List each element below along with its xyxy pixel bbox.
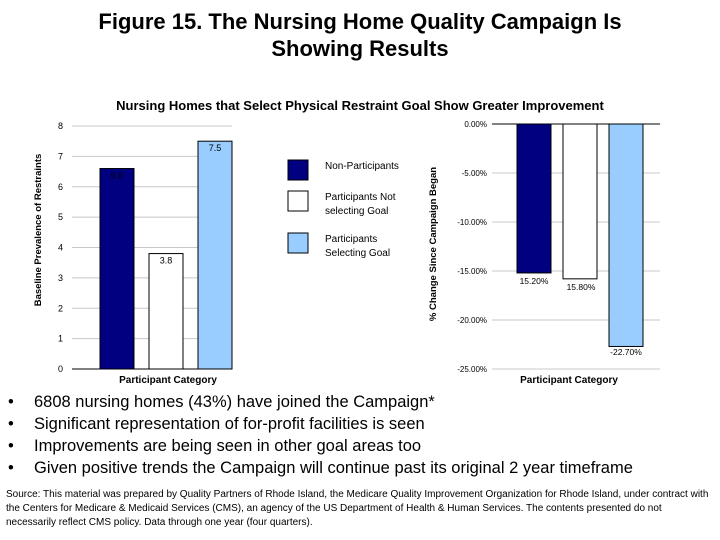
right-data-label: -22.70% [610,347,642,357]
source-note: Source: This material was prepared by Quality Partners of Rhode Island, the Medicare Quality Improvement Organization for Rhode Island, under contract with the Centers for Medicare & Medicaid Services (CMS), an agency of the US Department of Health & Human Services. The contents presented do not necessarily reflect CMS policy. Data through one year (four quarters). [6,489,709,528]
left-y-axis-label: Baseline Prevalence of Restraints [33,153,44,307]
bullet-text: Improvements are being seen in other goal areas too [34,437,422,455]
left-data-label: 7.5 [208,143,222,154]
bullet-dot: • [8,437,14,455]
right-y-tick-label: -5.00% [461,169,487,178]
legend-swatch [288,191,308,211]
right-bar [563,124,597,279]
left-y-tick-label: 8 [58,121,64,131]
bullet-text: Significant representation of for-profit facilities is seen [34,415,425,433]
bullet-text: 6808 nursing homes (43%) have joined the Campaign* [34,393,435,411]
left-data-label: 6.6 [110,170,124,181]
right-y-tick-label: -25.00% [457,365,487,374]
bullet-item [8,413,718,435]
left-y-tick-label: 4 [58,242,64,253]
figure-title-line-1: Figure 15. The Nursing Home Quality Campaign Is [98,9,622,34]
left-y-tick-label: 7 [58,151,64,162]
right-y-tick-label: -10.00% [457,218,487,227]
left-bar [100,169,134,369]
left-y-tick-label: 3 [58,272,64,283]
left-bar [149,254,183,369]
bullet-list [8,391,718,479]
right-bar [517,124,551,273]
left-y-tick-label: 0 [58,364,64,374]
right-y-axis-label: % Change Since Campaign Began [428,166,439,322]
bullet-dot: • [8,415,14,433]
legend-label: Selecting Goal [325,248,391,259]
chart-subtitle: Nursing Homes that Select Physical Restraint Goal Show Greater Improvement [116,98,604,113]
figure-title-line-2: Showing Results [271,36,449,61]
legend-label: Non-Participants [325,161,399,172]
right-x-axis-label: Participant Category [520,375,618,386]
bullet-dot: • [8,393,14,411]
right-data-label: 15.20% [519,276,549,286]
legend-label: Participants Not [325,192,396,203]
left-y-tick-label: 6 [58,181,64,192]
legend-swatch [288,160,308,180]
left-data-label: 3.8 [159,255,173,266]
bullet-item [8,391,718,413]
right-y-tick-label: 0.00% [464,120,487,129]
bullet-text: Given positive trends the Campaign will continue past its original 2 year timeframe [34,459,633,477]
right-data-label: 15.80% [566,282,596,292]
left-y-tick-label: 2 [58,303,64,314]
legend-label: selecting Goal [325,206,389,217]
right-y-tick-label: -20.00% [457,316,487,325]
left-y-tick-label: 1 [58,333,64,344]
right-bar [609,124,643,346]
left-y-tick-label: 5 [58,212,64,223]
bullet-dot: • [8,459,14,477]
bullet-item [8,435,718,457]
right-y-tick-label: -15.00% [457,267,487,276]
left-bar [198,141,232,369]
legend-label: Participants [325,234,378,245]
bullet-item [8,457,718,479]
left-x-axis-label: Participant Category [119,375,217,386]
legend-swatch [288,233,308,253]
